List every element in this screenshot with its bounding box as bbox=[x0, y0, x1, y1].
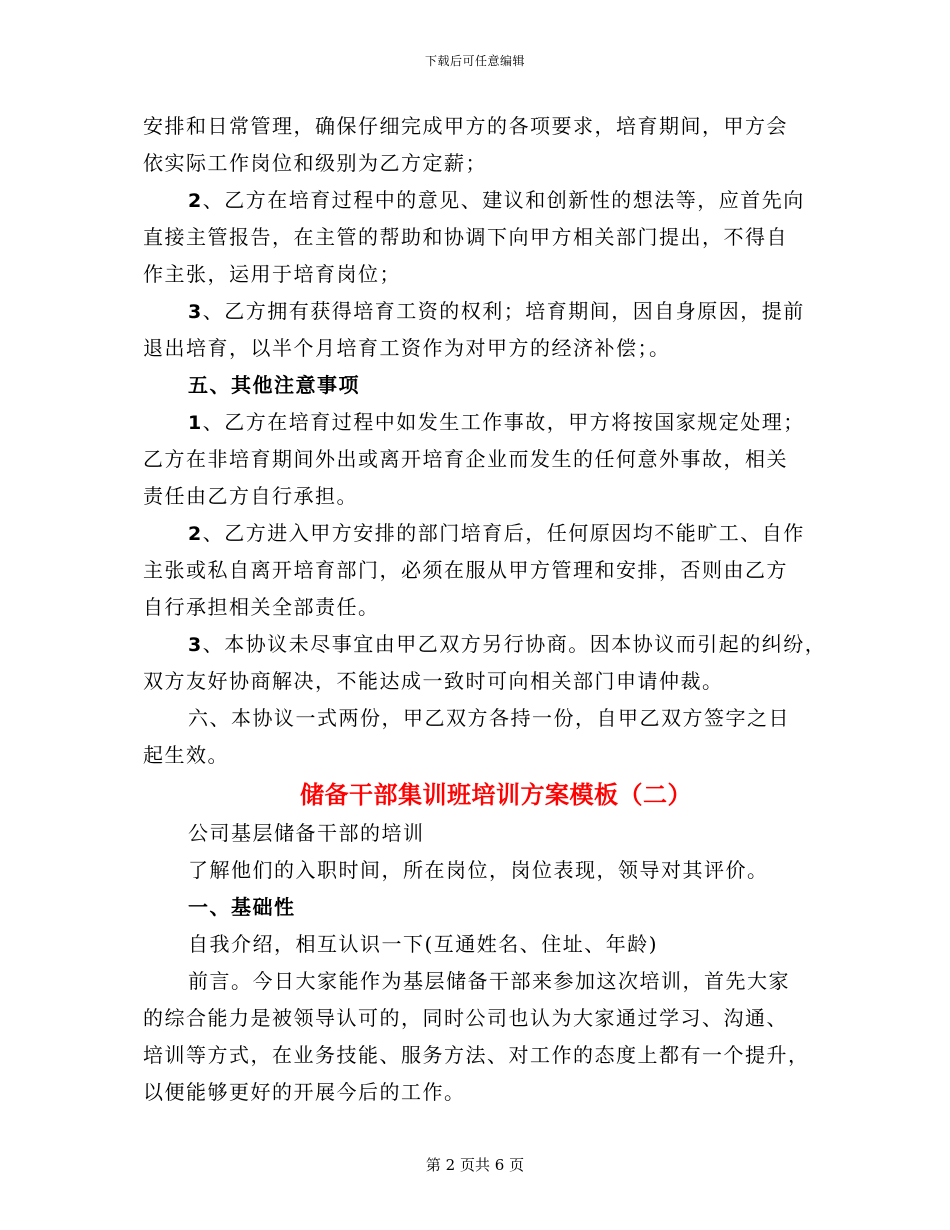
paragraph-line: 责任由乙方自行承担。 bbox=[143, 484, 358, 508]
paragraph-line: 依实际工作岗位和级别为乙方定薪； bbox=[143, 151, 487, 175]
item-number: 2 bbox=[188, 523, 203, 545]
paragraph-line: 前言。今日大家能作为基层储备干部来参加这次培训，首先大家 bbox=[188, 969, 790, 993]
document-body bbox=[143, 108, 843, 1111]
item-text: 、乙方在培育过程中如发生工作事故，甲方将按国家规定处理； bbox=[202, 410, 805, 434]
page-footer-number: 第 2 页共 6 页 bbox=[425, 1156, 525, 1174]
paragraph-line: 自行承担相关全部责任。 bbox=[143, 595, 380, 619]
paragraph-line: 安排和日常管理，确保仔细完成甲方的各项要求，培育期间，甲方会 bbox=[143, 114, 788, 138]
paragraph-line: 作主张，运用于培育岗位； bbox=[143, 262, 401, 286]
numbered-item-line bbox=[143, 626, 843, 663]
item-text: 、本协议未尽事宜由甲乙双方另行协商。因本协议而引起的纠纷， bbox=[202, 632, 827, 656]
paragraph-line: 起生效。 bbox=[143, 743, 229, 767]
item-number: 3 bbox=[188, 634, 203, 656]
paragraph-line: 退出培育，以半个月培育工资作为对甲方的经济补偿；。 bbox=[143, 336, 671, 360]
paragraph-line: 以便能够更好的开展今后的工作。 bbox=[143, 1080, 466, 1104]
paragraph-line: 培训等方式，在业务技能、服务方法、对工作的态度上都有一个提升， bbox=[143, 1043, 810, 1067]
item-number: 3 bbox=[188, 301, 203, 323]
numbered-item-line bbox=[143, 515, 843, 552]
paragraph-line: 的综合能力是被领导认可的，同时公司也认为大家通过学习、沟通、 bbox=[143, 1006, 788, 1030]
numbered-item-line bbox=[143, 182, 843, 219]
paragraph-line: 双方友好协商解决，不能达成一致时可向相关部门申请仲裁。 bbox=[143, 669, 724, 693]
paragraph-line: 乙方在非培育期间外出或离开培育企业而发生的任何意外事故，相关 bbox=[143, 447, 788, 471]
paragraph-line: 自我介绍，相互认识一下(互通姓名、住址、年龄) bbox=[188, 932, 659, 956]
paragraph-line: 六、本协议一式两份，甲乙双方各持一份，自甲乙双方签字之日 bbox=[188, 706, 790, 730]
page-header-note: 下载后可任意编辑 bbox=[424, 54, 525, 68]
item-text: 、乙方进入甲方安排的部门培育后，任何原因均不能旷工、自作 bbox=[202, 521, 805, 545]
item-text: 、乙方拥有获得培育工资的权利；培育期间，因自身原因，提前 bbox=[202, 299, 805, 323]
section-heading: 一、基础性 bbox=[188, 895, 296, 919]
item-number: 1 bbox=[188, 412, 203, 434]
paragraph-line: 公司基层储备干部的培训 bbox=[188, 821, 425, 845]
item-number: 2 bbox=[188, 190, 203, 212]
numbered-item-line bbox=[143, 293, 843, 330]
paragraph-line: 了解他们的入职时间，所在岗位，岗位表现，领导对其评价。 bbox=[188, 858, 769, 882]
item-text: 、乙方在培育过程中的意见、建议和创新性的想法等，应首先向 bbox=[202, 188, 805, 212]
document-title: 储备干部集训班培训方案模板（二） bbox=[300, 780, 692, 809]
paragraph-line: 主张或私自离开培育部门，必须在服从甲方管理和安排，否则由乙方 bbox=[143, 558, 788, 582]
numbered-item-line bbox=[143, 404, 843, 441]
section-heading: 五、其他注意事项 bbox=[188, 373, 360, 397]
paragraph-line: 直接主管报告，在主管的帮助和协调下向甲方相关部门提出，不得自 bbox=[143, 225, 788, 249]
